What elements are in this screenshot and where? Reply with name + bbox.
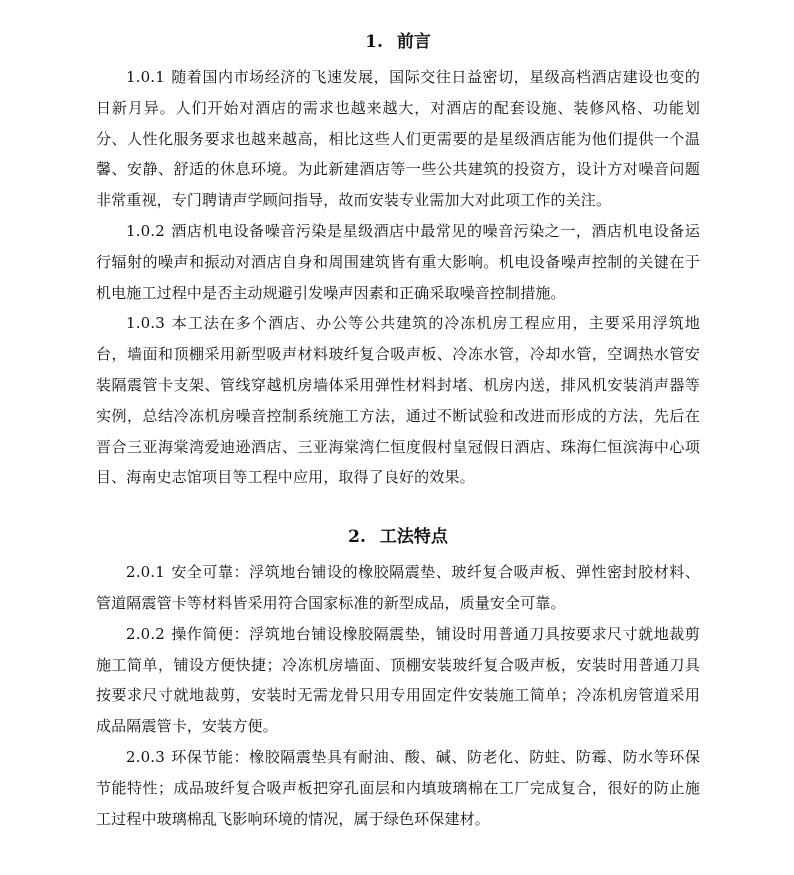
- paragraph-text: 环保节能：橡胶隔震垫具有耐油、酸、碱、防老化、防蛀、防霉、防水等环保节能特性；成品玻纤复合吸声板把穿孔面层和内填玻璃棉在工厂完成复合，很好的防止施工过程中玻璃棉乱飞影响环境的情况，属于绿色环保建材。: [96, 747, 700, 828]
- section-features: [96, 517, 700, 834]
- paragraph-number: 2.0.3: [126, 747, 165, 766]
- section-preface: [96, 22, 700, 493]
- section-heading: [96, 22, 700, 62]
- section-number: 1.: [365, 32, 383, 52]
- section-title: 工法特点: [379, 527, 448, 548]
- paragraph-text: 安全可靠：浮筑地台铺设的橡胶隔震垫、玻纤复合吸声板、弹性密封胶材料、管道隔震管卡等材料皆采用符合国家标准的新型成品，质量安全可靠。: [96, 563, 700, 612]
- paragraph-number: 2.0.1: [126, 563, 165, 582]
- paragraph: [96, 216, 700, 308]
- paragraph: [96, 308, 700, 493]
- paragraph-number: 1.0.3: [126, 314, 165, 333]
- paragraph-text: 操作简便：浮筑地台铺设橡胶隔震垫，铺设时用普通刀具按要求尺寸就地裁剪施工简单，铺设方便快捷；冷冻机房墙面、顶棚安装玻纤复合吸声板，安装时用普通刀具按要求尺寸就地裁剪，安装时无需龙骨只用专用固定件安装施工简单；冷冻机房管道采用成品隔震管卡，安装方便。: [96, 624, 700, 736]
- paragraph-number: 1.0.1: [126, 68, 165, 86]
- section-heading: [96, 517, 700, 557]
- paragraph-text: 随着国内市场经济的飞速发展，国际交往日益密切，星级高档酒店建设也变的日新月异。人们开始对酒店的需求也越来越大，对酒店的配套设施、装修风格、功能划分、人性化服务要求也越来越高，相比这些人们更需要的是星级酒店能为他们提供一个温馨、安静、舒适的休息环境。为此新建酒店等一些公共建筑的投资方，设计方对噪音问题非常重视，专门聘请声学顾问指导，故而安装专业需加大对此项工作的关注。: [96, 68, 700, 210]
- section-spacer: [96, 493, 700, 517]
- section-number: 2.: [348, 527, 366, 548]
- paragraph-number: 2.0.2: [126, 624, 165, 643]
- paragraph: [96, 557, 700, 619]
- paragraph-text: 本工法在多个酒店、办公等公共建筑的冷冻机房工程应用，主要采用浮筑地台，墙面和顶棚采用新型吸声材料玻纤复合吸声板、冷冻水管，冷却水管，空调热水管安装隔震管卡支架、管线穿越机房墙体采用弹性材料封堵、机房内送，排风机安装消声器等实例，总结冷冻机房噪音控制系统施工方法，通过不断试验和改进而形成的方法，先后在晋合三亚海棠湾爱迪逊酒店、三亚海棠湾仁恒度假村皇冠假日酒店、珠海仁恒滨海中心项目、海南史志馆项目等工程中应用，取得了良好的效果。: [96, 314, 700, 487]
- paragraph: [96, 619, 700, 742]
- paragraph-number: 1.0.2: [126, 221, 165, 240]
- paragraph: [96, 742, 700, 834]
- paragraph: [96, 62, 700, 216]
- section-title: 前言: [396, 32, 431, 52]
- paragraph-text: 酒店机电设备噪音污染是星级酒店中最常见的噪音污染之一，酒店机电设备运行辐射的噪声和振动对酒店自身和周围建筑皆有重大影响。机电设备噪声控制的关键在于机电施工过程中是否主动规避引发噪声因素和正确采取噪音控制措施。: [96, 221, 700, 302]
